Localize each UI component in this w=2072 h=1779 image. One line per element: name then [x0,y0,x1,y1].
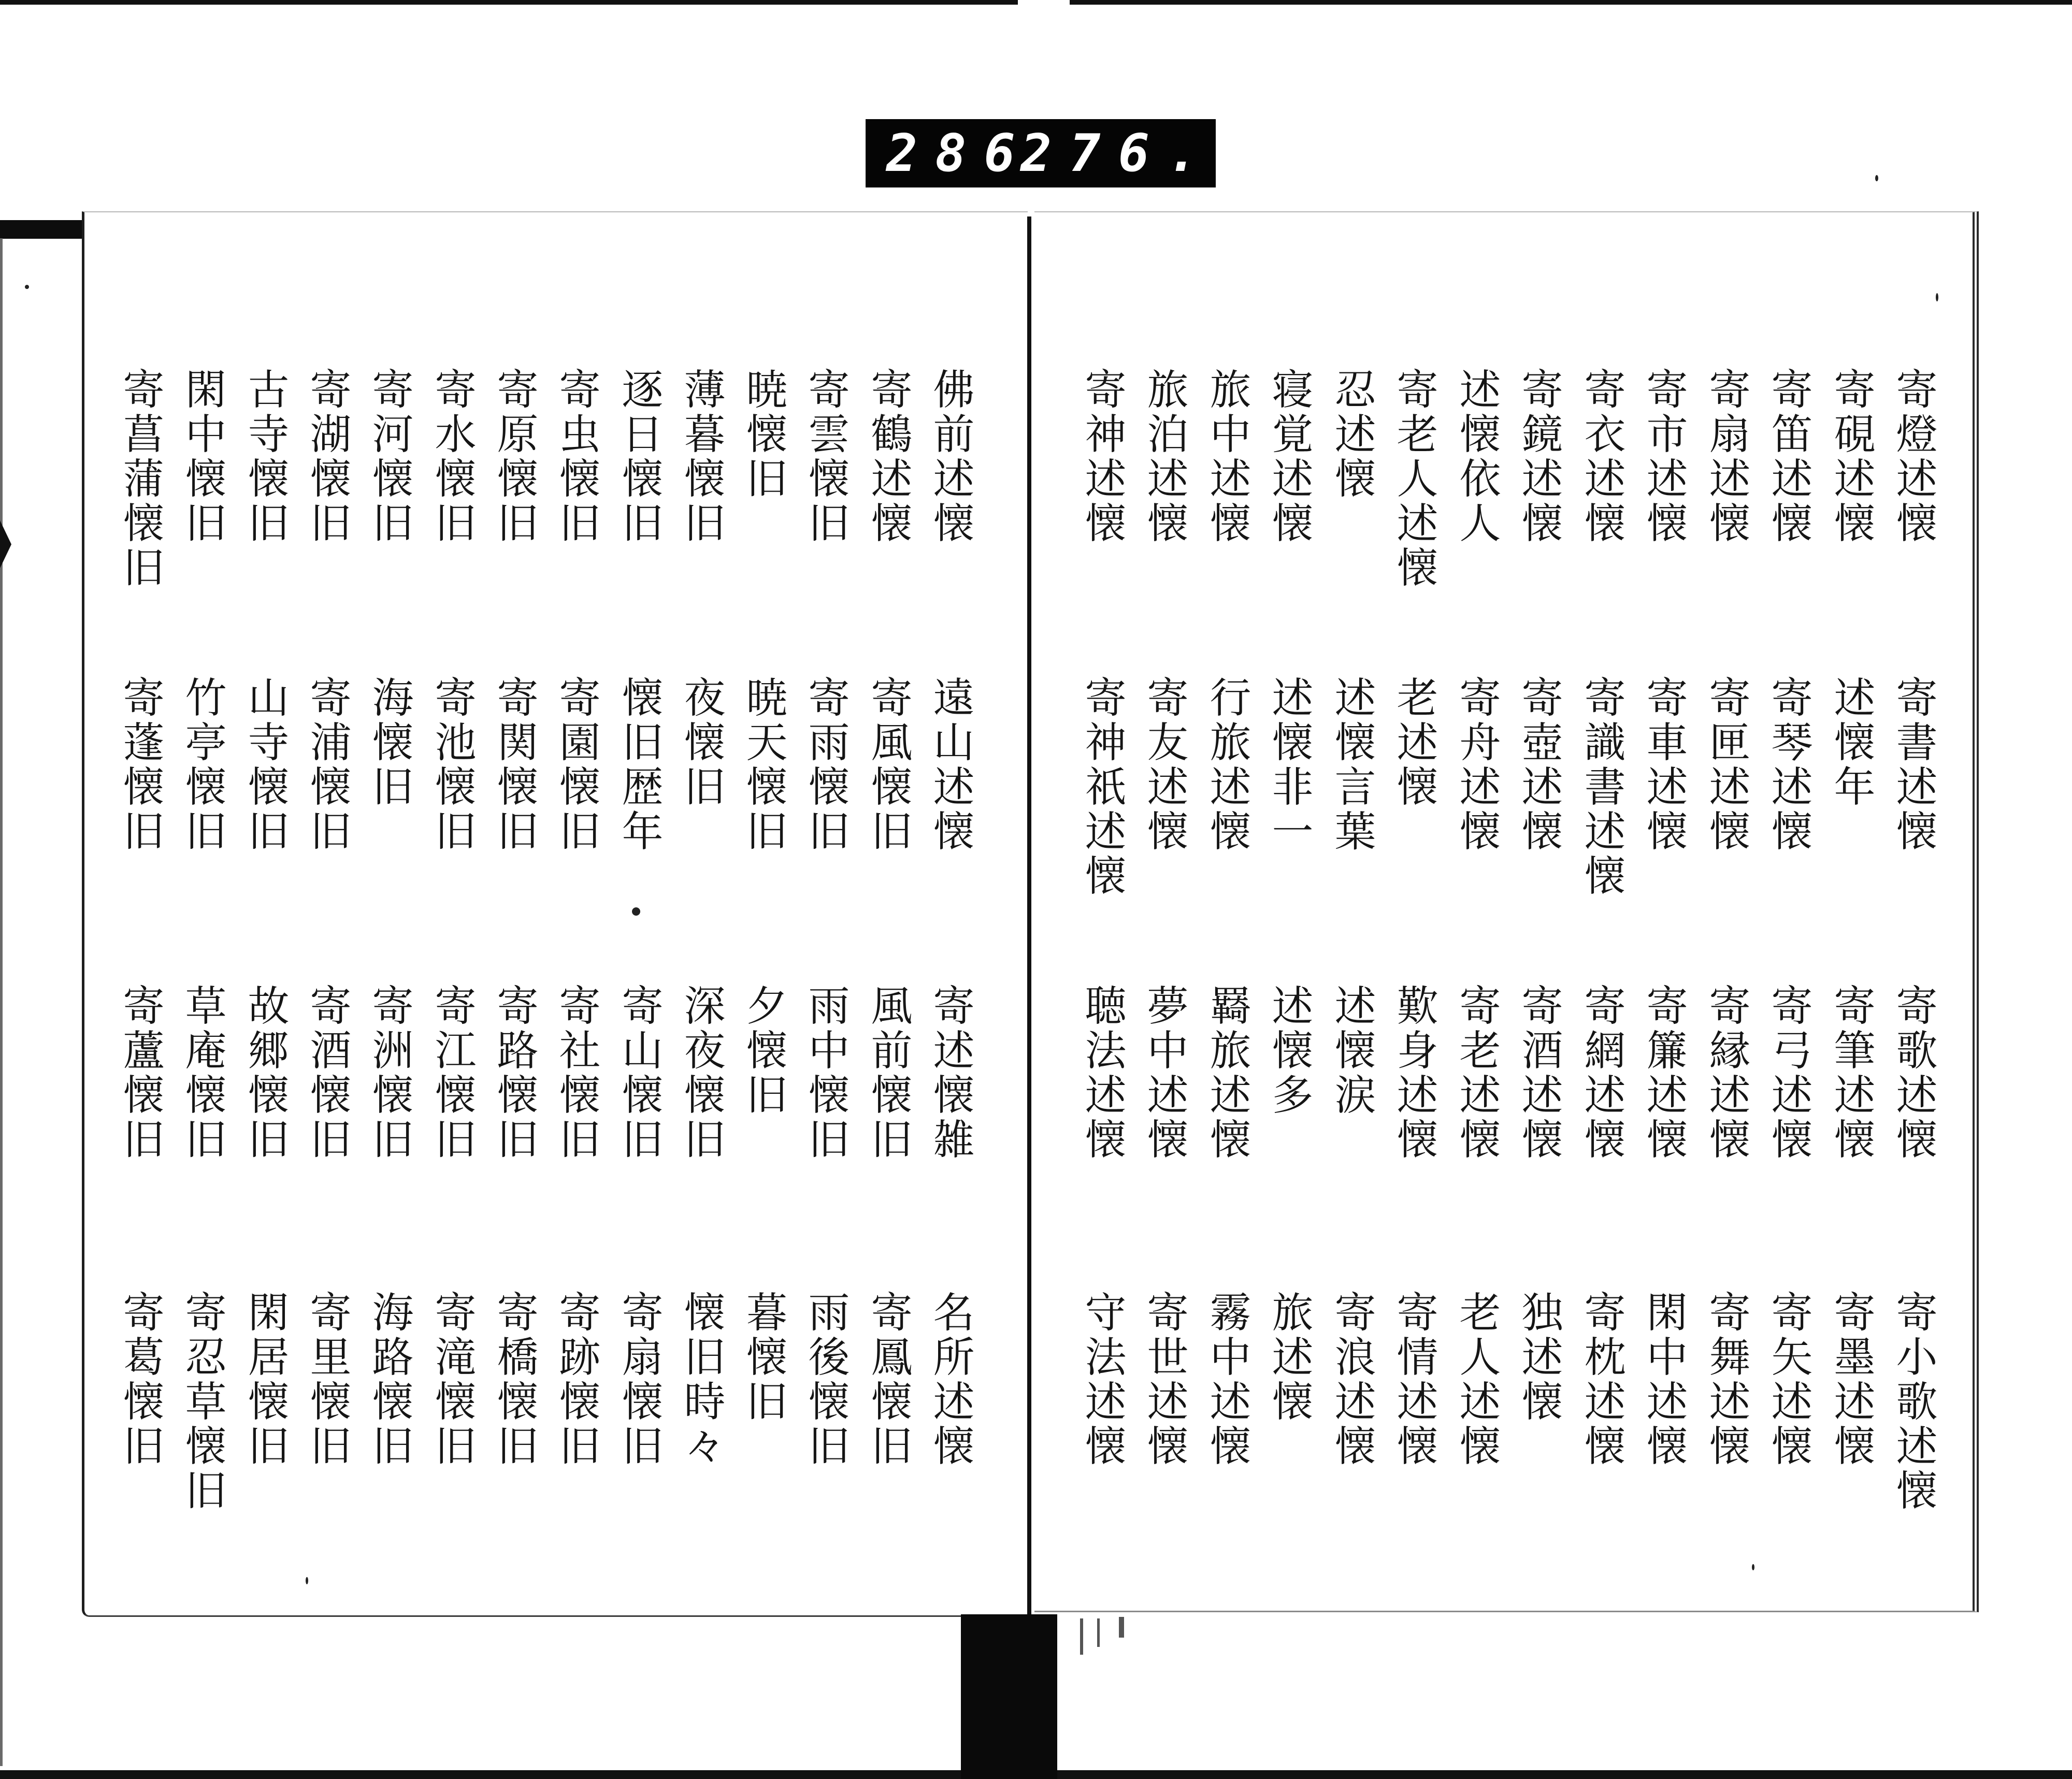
right-page-tier-3-topic-8: 寄老述懐 [1452,984,1501,1162]
scan-top-edge-left [0,0,1018,5]
left-page-tier-3-topic-13: 草庵懐旧 [178,984,226,1162]
right-page-tier-2-topic-8: 寄舟述懐 [1452,676,1501,854]
left-page-tier-4-topic-12: 閑居懐旧 [241,1291,289,1469]
left-page-tier-2-topic-6: 懐旧歴年 [615,676,663,854]
left-page-tier-2-topic-11: 寄浦懐旧 [303,676,351,854]
left-page-tier-3-topic-9: 寄江懐旧 [428,984,476,1162]
folio-number-right: 276. [1020,123,1216,183]
right-page-tier-1-topic-14: 寄神述懐 [1078,368,1126,546]
left-page-tier-1-topic-9: 寄水懐旧 [428,368,476,546]
right-page-tier-3-topic-10: 述懐涙 [1328,984,1376,1118]
left-page-tier-1-topic-11: 寄湖懐旧 [303,368,351,546]
scan-bottom-edge-right [1057,1770,2072,1779]
left-page-tier-1-topic-3: 寄雲懐旧 [801,368,850,546]
right-page-tier-4-topic-5: 閑中述懐 [1639,1291,1688,1469]
left-page-tier-1-topic-12: 古寺懐旧 [241,368,289,546]
ink-speck [632,907,640,916]
left-page-tier-4-topic-1: 名所述懐 [926,1291,974,1469]
book-spine-line [1027,216,1031,1617]
left-page-tier-4-topic-8: 寄橋懐旧 [490,1291,538,1469]
right-page-tier-3-topic-4: 寄縁述懐 [1702,984,1750,1162]
right-page-tier-2-topic-1: 寄書述懐 [1889,676,1937,854]
left-page-tier-2-topic-5: 夜懐旧 [677,676,725,809]
right-page-tier-1-topic-12: 旅中述懐 [1203,368,1251,546]
right-page-tier-2-topic-11: 述懐非一 [1265,676,1313,854]
left-page-tier-4-topic-4: 暮懐旧 [739,1291,787,1424]
left-page-tier-1-topic-6: 逐日懐旧 [615,368,663,546]
right-page-tier-4-topic-1: 寄小歌述懐 [1889,1291,1937,1513]
right-page-tier-2-topic-3: 寄琴述懐 [1764,676,1812,854]
left-page-tier-1-topic-2: 寄鶴述懐 [864,368,912,546]
right-page-tier-1-topic-3: 寄笛述懐 [1764,368,1812,546]
right-page-tier-4-topic-4: 寄舞述懐 [1702,1291,1750,1469]
left-edge-notch [0,520,11,568]
left-page-tier-1-topic-4: 暁懐旧 [739,368,787,501]
scan-artifact [1080,1618,1083,1655]
right-page-tier-3-topic-3: 寄弓述懐 [1764,984,1812,1162]
left-page-tier-2-topic-7: 寄園懐旧 [552,676,600,854]
left-page-tier-4-topic-2: 寄鳳懐旧 [864,1291,912,1469]
left-page-tier-3-topic-12: 故郷懐旧 [241,984,289,1162]
right-page-tier-2-topic-6: 寄識書述懐 [1577,676,1625,899]
left-page-tier-2-topic-3: 寄雨懐旧 [801,676,850,854]
left-page-tier-2-topic-9: 寄池懐旧 [428,676,476,854]
right-page-tier-3-topic-11: 述懐多 [1265,984,1313,1118]
left-page-tier-2-topic-14: 寄蓬懐旧 [116,676,164,854]
right-page-tier-4-topic-2: 寄墨述懐 [1827,1291,1875,1469]
left-scan-edge [0,238,3,1766]
right-page-tier-2-topic-2: 述懐年 [1827,676,1875,809]
right-page-tier-2-topic-5: 寄車述懐 [1639,676,1688,854]
left-page-tier-4-topic-6: 寄扇懐旧 [615,1291,663,1469]
ink-speck [1936,293,1938,301]
right-page-tier-1-topic-8: 述懐依人 [1452,368,1501,546]
right-page-tier-3-topic-14: 聴法述懐 [1078,984,1126,1162]
right-page-tier-2-topic-7: 寄壺述懐 [1515,676,1563,854]
right-page-tier-4-topic-10: 寄浪述懐 [1328,1291,1376,1469]
left-page-tier-2-topic-2: 寄風懐旧 [864,676,912,854]
folio-number-left: 286 [886,123,1033,183]
right-page-tier-4-topic-14: 守法述懐 [1078,1291,1126,1469]
right-page-tier-3-topic-6: 寄網述懐 [1577,984,1625,1162]
right-page-tier-1-topic-1: 寄燈述懐 [1889,368,1937,546]
ink-speck [1875,175,1878,181]
right-page-tier-2-topic-9: 老述懐 [1390,676,1438,809]
right-page-tier-2-topic-14: 寄神祇述懐 [1078,676,1126,899]
left-page-tier-2-topic-10: 海懐旧 [365,676,413,809]
left-page-tier-1-topic-14: 寄菖蒲懐旧 [116,368,164,590]
left-page-tier-4-topic-13: 寄忍草懐旧 [178,1291,226,1513]
left-page-tier-3-topic-4: 夕懐旧 [739,984,787,1118]
ink-speck [1752,1564,1754,1570]
scan-artifact [1119,1617,1124,1638]
left-page-tier-1-topic-10: 寄河懐旧 [365,368,413,546]
right-page-tier-2-topic-13: 寄友述懐 [1140,676,1188,854]
right-page-tier-1-topic-2: 寄硯述懐 [1827,368,1875,546]
left-page-tier-1-topic-7: 寄虫懐旧 [552,368,600,546]
spine-shadow-block [961,1614,1057,1779]
left-page-tier-1-topic-1: 佛前述懐 [926,368,974,546]
left-binding-bar [0,220,83,239]
left-page-tier-1-topic-5: 薄暮懐旧 [677,368,725,546]
left-page-tier-3-topic-10: 寄洲懐旧 [365,984,413,1162]
scan-bottom-edge-left [0,1770,961,1779]
left-page-tier-3-topic-8: 寄路懐旧 [490,984,538,1162]
right-page-tier-2-topic-10: 述懐言葉 [1328,676,1376,854]
right-page-tier-4-topic-8: 老人述懐 [1452,1291,1501,1469]
right-page-tier-4-topic-7: 独述懐 [1515,1291,1563,1424]
left-page-tier-4-topic-3: 雨後懐旧 [801,1291,850,1469]
right-page-tier-1-topic-5: 寄市述懐 [1639,368,1688,546]
left-page-tier-4-topic-9: 寄滝懐旧 [428,1291,476,1469]
right-page-tier-3-topic-5: 寄簾述懐 [1639,984,1688,1162]
right-page-tier-3-topic-13: 夢中述懐 [1140,984,1188,1162]
left-page-tier-3-topic-11: 寄酒懐旧 [303,984,351,1162]
folio-number-label [866,119,1216,187]
left-page-tier-2-topic-4: 暁天懐旧 [739,676,787,854]
right-page-tier-1-topic-10: 忍述懐 [1328,368,1376,501]
right-page-tier-1-topic-4: 寄扇述懐 [1702,368,1750,546]
left-page-tier-4-topic-10: 海路懐旧 [365,1291,413,1469]
scan-top-edge-right [1070,0,2072,5]
right-page-tier-4-topic-6: 寄枕述懐 [1577,1291,1625,1469]
left-page-tier-4-topic-14: 寄葛懐旧 [116,1291,164,1469]
left-page-tier-3-topic-7: 寄社懐旧 [552,984,600,1162]
scan-artifact [1097,1618,1100,1647]
right-page-tier-3-topic-2: 寄筆述懐 [1827,984,1875,1162]
right-page-tier-2-topic-4: 寄匣述懐 [1702,676,1750,854]
right-page-tier-3-topic-1: 寄歌述懐 [1889,984,1937,1162]
right-page-tier-3-topic-12: 羇旅述懐 [1203,984,1251,1162]
right-page-tier-3-topic-9: 歎身述懐 [1390,984,1438,1162]
left-page-tier-3-topic-1: 寄述懐雑 [926,984,974,1162]
left-page-tier-3-topic-5: 深夜懐旧 [677,984,725,1162]
right-page-tier-4-topic-3: 寄矢述懐 [1764,1291,1812,1469]
left-page-tier-3-topic-2: 風前懐旧 [864,984,912,1162]
left-page-tier-3-topic-6: 寄山懐旧 [615,984,663,1162]
left-page-tier-2-topic-1: 遠山述懐 [926,676,974,854]
right-page-tier-4-topic-12: 霧中述懐 [1203,1291,1251,1469]
right-page-tier-4-topic-9: 寄情述懐 [1390,1291,1438,1469]
ink-speck [306,1577,308,1584]
ink-speck [25,285,29,289]
left-page-tier-2-topic-12: 山寺懐旧 [241,676,289,854]
right-page-tier-4-topic-13: 寄世述懐 [1140,1291,1188,1469]
left-page-tier-4-topic-5: 懐旧時々 [677,1291,725,1469]
left-page-tier-2-topic-13: 竹亭懐旧 [178,676,226,854]
right-page-tier-3-topic-7: 寄酒述懐 [1515,984,1563,1162]
left-page-tier-1-topic-13: 閑中懐旧 [178,368,226,546]
left-page-tier-4-topic-11: 寄里懐旧 [303,1291,351,1469]
right-page-tier-1-topic-9: 寄老人述懐 [1390,368,1438,590]
left-page-tier-1-topic-8: 寄原懐旧 [490,368,538,546]
left-page-tier-2-topic-8: 寄関懐旧 [490,676,538,854]
left-page-tier-4-topic-7: 寄跡懐旧 [552,1291,600,1469]
right-page-tier-1-topic-7: 寄鏡述懐 [1515,368,1563,546]
right-page-tier-4-topic-11: 旅述懐 [1265,1291,1313,1424]
right-page-tier-1-topic-6: 寄衣述懐 [1577,368,1625,546]
left-page-tier-3-topic-14: 寄蘆懐旧 [116,984,164,1162]
right-page-tier-1-topic-11: 寝覚述懐 [1265,368,1313,546]
right-page-tier-1-topic-13: 旅泊述懐 [1140,368,1188,546]
right-page-tier-2-topic-12: 行旅述懐 [1203,676,1251,854]
left-page-tier-3-topic-3: 雨中懐旧 [801,984,850,1162]
